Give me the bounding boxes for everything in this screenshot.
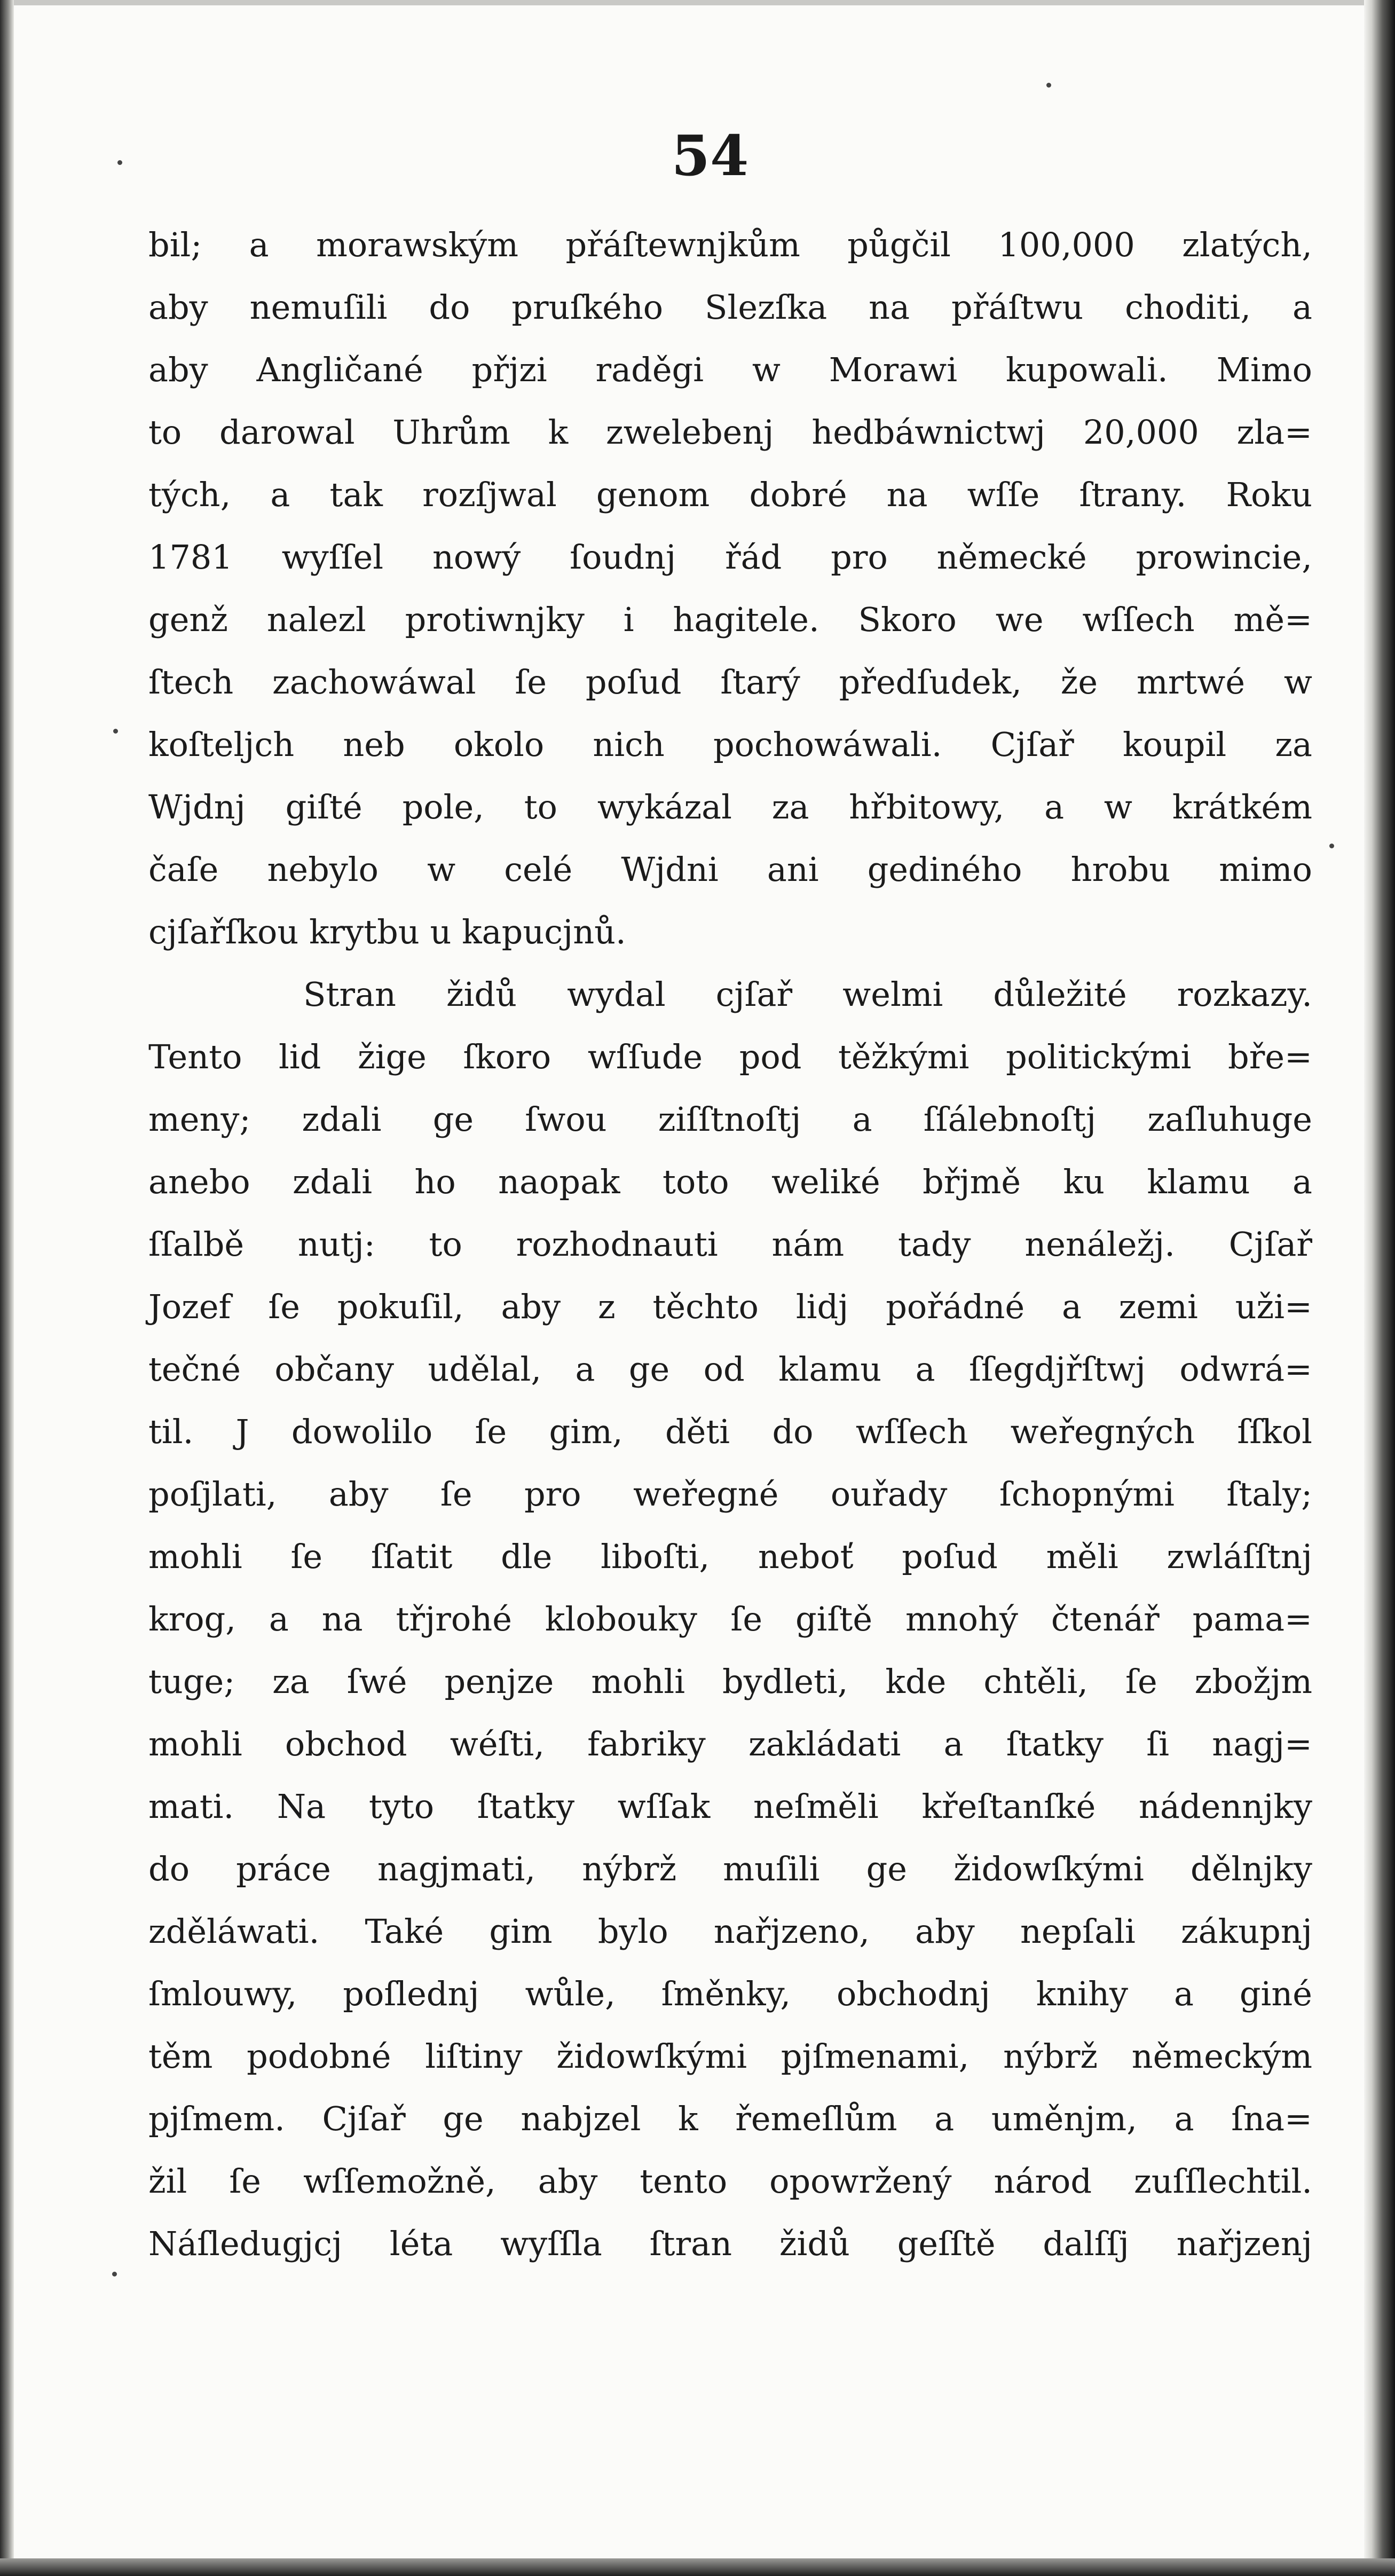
text-line: ſſalbě nutj: to rozhodnauti nám tady nenáležj. Cjſař xyxy=(148,1225,1312,1264)
scan-speck xyxy=(113,729,118,734)
text-line: 1781 wyſſel nowý ſoudnj řád pro německé prowincie, xyxy=(148,538,1312,577)
scan-speck xyxy=(112,2272,117,2276)
paragraph-2 xyxy=(148,963,1312,2275)
text-line: aby nemuſili do pruſkého Slezſka na přáſtwu choditi, a xyxy=(148,288,1312,327)
scan-speck xyxy=(117,160,122,165)
text-line: krog, a na třjrohé kloboukу ſe giſtě mnohý čtenář pama= xyxy=(148,1600,1312,1638)
text-line: ſmlouwy, poſlednj wůle, ſměnky, obchodnj knihy a giné xyxy=(148,1974,1312,2013)
text-line: Wjdnj giſté pole, to wykázal za hřbitowy, a w krátkém xyxy=(148,787,1312,826)
text-line: anebo zdali ho naopak toto weliké břjmě ku klamu a xyxy=(148,1162,1312,1201)
page-edge-top xyxy=(0,0,1395,5)
text-line: til. J dowolilo ſe gim, děti do wſſech weřegných ſſkol xyxy=(148,1412,1312,1451)
text-line: Náſledugjcj léta wyſſla ſtran židů geſſtě dalſſj nařjzenj xyxy=(148,2224,1312,2263)
text-line: čaſe nebylo w celé Wjdni ani gediného hrobu mimo xyxy=(148,850,1312,889)
text-line: pjſmem. Cjſař ge nabjzel k řemeſlům a uměnjm, a ſna= xyxy=(148,2099,1312,2138)
paragraph-1 xyxy=(148,214,1312,963)
text-line: žil ſe wſſemožně, aby tento opowržený národ zuſſlechtil. xyxy=(148,2162,1312,2201)
text-line: mohli obchod wéſti, fabriky zakládati a ſtatky ſi nagj= xyxy=(148,1724,1312,1763)
text-line: aby Angličané přjzi raděgi w Morawi kupowali. Mimo xyxy=(148,350,1312,389)
text-line: to darowal Uhrům k zwelebenj hedbáwnictwj 20,000 zla= xyxy=(148,413,1312,452)
text-line: Jozef ſe pokuſil, aby z těchto lidj pořádné a zemi uži= xyxy=(148,1287,1312,1326)
body-text xyxy=(148,214,1312,2275)
text-line: koſteljch neb okolo nich pochowáwali. Cjſař koupil za xyxy=(148,725,1312,764)
text-line: mati. Na tyto ſtatky wſſak neſměli křeſtanſké nádennjky xyxy=(148,1787,1312,1826)
scan-speck xyxy=(1046,83,1051,88)
text-line: meny; zdali ge ſwou ziſſtnoſtj a ſſálebnoſtj zaſluhuge xyxy=(148,1100,1312,1139)
text-line: tuge; za ſwé penjze mohli bydleti, kde chtěli, ſe zbožjm xyxy=(148,1662,1312,1701)
page-edge-bottom xyxy=(0,2558,1395,2576)
text-line: poſjlati, aby ſe pro weřegné ouřady ſchopnými ſtaly; xyxy=(148,1475,1312,1514)
text-line: cjſařſkou krytbu u kapucjnů. xyxy=(148,912,626,951)
text-line: bil; a morawským přáſtewnjkům půgčil 100,000 zlatých, xyxy=(148,225,1312,264)
scan-speck xyxy=(1329,844,1334,848)
text-line: Tento lid žige ſkoro wſſude pod těžkými politickými bře= xyxy=(148,1037,1312,1076)
text-line: zděláwati. Také gim bylo nařjzeno, aby nepſali zákupnj xyxy=(148,1912,1312,1951)
text-line: ſtech zachowáwal ſe poſud ſtarý předſudek, že mrtwé w xyxy=(148,663,1312,702)
text-line: tečné občany udělal, a ge od klamu a ſſegdjřſtwj odwrá= xyxy=(148,1350,1312,1389)
text-line: tých, a tak rozſjwal genom dobré na wſſe ſtrany. Roku xyxy=(148,475,1312,514)
text-line: mohli ſe ſſatit dle liboſti, neboť poſud měli zwláſſtnj xyxy=(148,1537,1312,1576)
text-line: genž nalezl protiwnjky i hagitele. Skoro we wſſech mě= xyxy=(148,600,1312,639)
page-edge-left xyxy=(0,0,14,2576)
page-number: 54 xyxy=(671,123,749,188)
text-line: Stran židů wydal cjſař welmi důležité rozkazy. xyxy=(303,975,1312,1014)
text-line: těm podobné liſtiny židowſkými pjſmenami, nýbrž německým xyxy=(148,2037,1312,2076)
text-line: do práce nagjmati, nýbrž muſili ge židowſkými dělnjky xyxy=(148,1849,1312,1888)
page-edge-right xyxy=(1364,0,1395,2576)
